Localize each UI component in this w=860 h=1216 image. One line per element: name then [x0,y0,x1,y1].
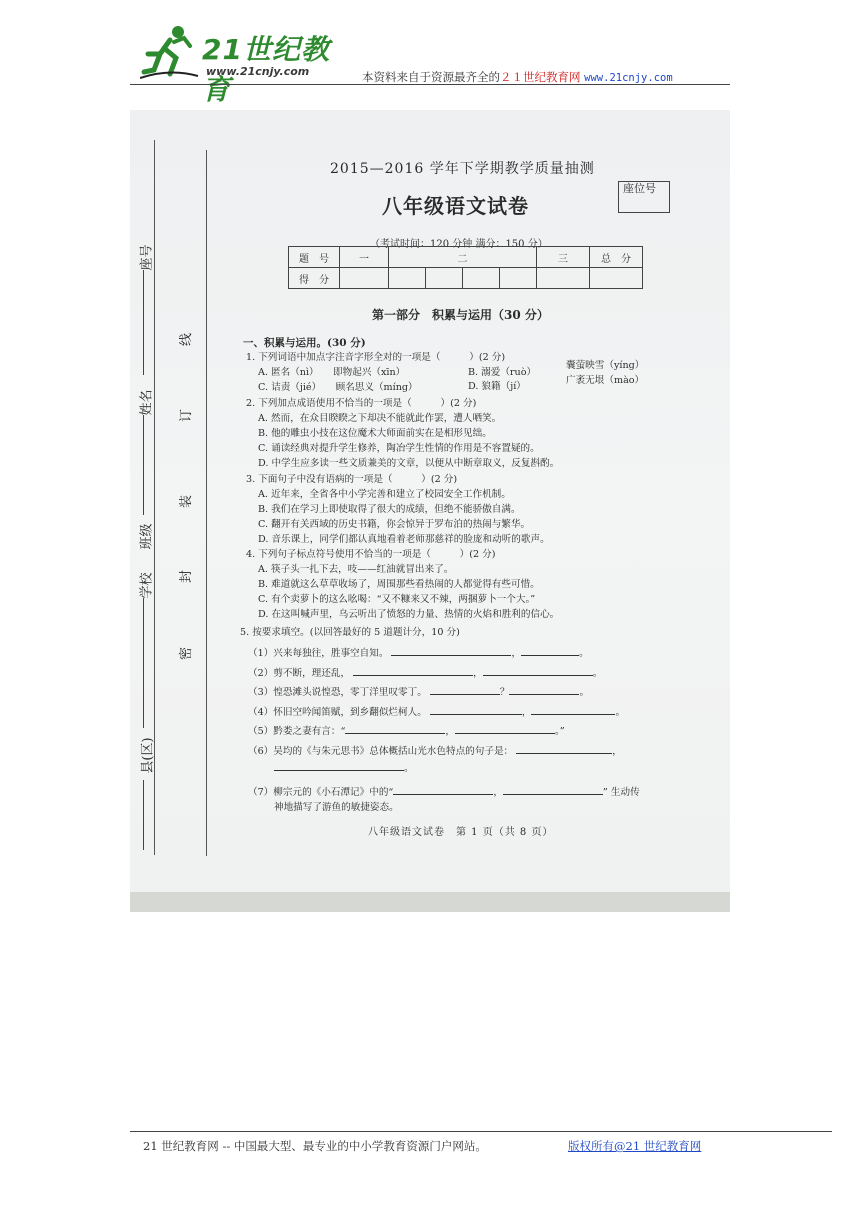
fill-5-7-text: （7）柳宗元的《小石潭记》中的“ [248,787,394,798]
seal-xian: 线 [179,332,195,347]
option-1d: D. 狼籍（jí） [468,381,526,392]
fill-5-7-tail: ” 生动传 [602,787,640,798]
option-3c: C. 翻开有关西域的历史书籍，你会惊异于罗布泊的热闹与繁华。 [258,519,531,530]
fill-5-5: （5）黔娄之妻有言：“ ， 。” [248,723,565,738]
school-label: 学校 [139,572,155,599]
fill-5-3: （3）惶恐滩头说惶恐，零丁洋里叹零丁。 ？ 。 [248,684,589,699]
fill-5-6-text: （6）吴均的《与朱元思书》总体概括山光水色特点的句子是： [248,746,514,757]
exam-paper [130,110,730,892]
county-blank[interactable] [143,780,144,850]
class-blank[interactable] [143,415,144,515]
header-divider [130,84,730,85]
header-note [362,69,673,85]
paper-page-number: 八年级语文试卷 第 1 页（共 8 页） [368,827,554,838]
seal-ding: 订 [179,408,195,423]
fill-5-6-cont: 。 [274,760,414,775]
exam-name: 八年级语文试卷 [382,194,529,218]
answer-blank[interactable] [521,645,579,656]
option-2a: A. 然而，在众目睽睽之下却决不能就此作罢，遭人哂笑。 [258,413,502,424]
question-4: 4. 下列句子标点符号使用不恰当的一项是（ ）(2 分) [246,549,496,560]
option-1d-cont: 广袤无垠（mào） [566,375,645,386]
answer-blank[interactable] [430,684,500,695]
answer-blank[interactable] [503,784,603,795]
score-header-cell: 三 [537,247,590,268]
fill-5-4: （4）怀旧空吟闻笛赋，到乡翻似烂柯人。 ， 。 [248,704,625,719]
logo-text: 21世纪教育 [202,33,330,106]
score-cell[interactable] [537,268,590,289]
score-header-cell: 总 分 [590,247,643,268]
answer-blank[interactable] [531,704,615,715]
option-1a: A. 匿名（nì） 即物起兴（xīn） [258,367,406,378]
question-2: 2. 下列加点成语使用不恰当的一项是（ ）(2 分) [246,398,477,409]
fill-5-7: （7）柳宗元的《小石潭记》中的“ ， ” 生动传 [248,784,640,799]
fill-5-2-text: （2）剪不断，理还乱， [248,668,351,679]
fill-5-5-text: （5）黔娄之妻有言：“ [248,726,346,737]
question-5: 5. 按要求填空。(以回答最好的 5 道题计分，10 分) [240,627,460,638]
answer-blank[interactable] [391,645,511,656]
name-blank[interactable] [143,270,144,375]
score-cell[interactable] [463,268,500,289]
option-1c: C. 诘责（jié） 顾名思义（míng） [258,382,418,393]
option-3a: A. 近年来，全省各中小学完善和建立了校园安全工作机制。 [258,489,511,500]
fill-5-1: （1）兴来每独往，胜事空自知。 ， 。 [248,645,589,660]
score-header-cell: 二 [389,247,537,268]
seal-zhuang: 装 [179,494,195,509]
school-blank[interactable] [143,598,144,728]
name-label: 姓名 [139,389,155,416]
option-4a: A. 筷子头一扎下去，吱——红油就冒出来了。 [258,564,454,575]
page-header [130,22,730,106]
answer-blank[interactable] [393,784,493,795]
fill-5-2: （2）剪不断，理还乱， ， 。 [248,665,602,680]
option-3d: D. 音乐课上，同学们都认真地看着老师那慈祥的脸庞和动听的歌声。 [258,534,550,545]
score-cell[interactable] [389,268,426,289]
answer-blank[interactable] [509,684,579,695]
score-cell[interactable] [500,268,537,289]
fill-5-1-text: （1）兴来每独往，胜事空自知。 [248,648,389,659]
option-4b: B. 难道就这么草草收场了，周围那些看热闹的人都觉得有些可惜。 [258,579,540,590]
runner-icon [140,24,200,82]
question-1: 1. 下列词语中加点字注音字形全对的一项是（ ）(2 分) [246,352,506,363]
option-4c: C. 有个卖萝卜的这么吆喝：“又不糠来又不辣，两捆萝卜一个大。” [258,594,536,605]
fill-5-7-cont: 神地描写了游鱼的敏捷姿态。 [274,802,399,813]
score-table-header-row [289,247,643,268]
site-logo[interactable] [140,24,340,106]
exam-title: 2015—2016 学年下学期教学质量抽测 [330,161,595,177]
option-2c: C. 诵读经典对提升学生修养，陶冶学生性情的作用是不容置疑的。 [258,443,540,454]
option-4d: D. 在这叫喊声里，乌云听出了愤怒的力量、热情的火焰和胜利的信心。 [258,609,560,620]
seal-mi: 密 [179,646,195,661]
answer-blank[interactable] [345,723,445,734]
header-brand-link[interactable]: ２１世纪教育网 [500,70,581,84]
answer-blank[interactable] [430,704,522,715]
fill-5-4-text: （4）怀旧空吟闻笛赋，到乡翻似烂柯人。 [248,707,427,718]
score-header-cell: 题 号 [289,247,340,268]
answer-blank[interactable] [455,723,555,734]
answer-blank[interactable] [274,760,404,771]
part-one-title: 第一部分 积累与运用（30 分） [372,308,549,322]
score-table [288,246,643,289]
fill-5-3-text: （3）惶恐滩头说惶恐，零丁洋里叹零丁。 [248,687,427,698]
option-2b: B. 他的雕虫小技在这位魔术大师面前实在是相形见绌。 [258,428,492,439]
seat-number-label: 座号 [139,244,155,271]
fill-5-6: （6）吴均的《与朱元思书》总体概括山光水色特点的句子是： ， [248,743,622,758]
footer-text: 21 世纪教育网 -- 中国最大型、最专业的中小学教育资源门户网站。 [143,1139,487,1153]
score-table-score-row [289,268,643,289]
seal-feng: 封 [179,569,195,584]
header-url-link[interactable]: www.21cnjy.com [584,72,673,84]
exam-info: （考试时间：120 分钟 满分：150 分） [370,239,548,250]
score-cell[interactable] [340,268,389,289]
score-row-label: 得 分 [289,268,340,289]
seat-box-label: 座位号 [623,182,656,195]
margin-line-inner [206,150,207,856]
footer-copyright-link[interactable]: 版权所有@21 世纪教育网 [568,1139,702,1153]
exam-photo [130,110,730,912]
seat-number-box[interactable] [618,181,670,213]
score-header-cell: 一 [340,247,389,268]
score-cell[interactable] [426,268,463,289]
answer-blank[interactable] [483,665,593,676]
option-3b: B. 我们在学习上即使取得了很大的成绩，但绝不能骄傲自满。 [258,504,521,515]
answer-blank[interactable] [353,665,473,676]
logo-url: www.21cnjy.com [206,65,310,78]
option-1b-cont: 囊萤映雪（yíng） [566,360,645,371]
score-cell[interactable] [590,268,643,289]
class-label: 班级 [139,523,155,550]
header-note-prefix: 本资料来自于资源最齐全的 [362,70,500,84]
footer-divider [130,1131,832,1132]
option-1b: B. 溺爱（ruò） [468,367,537,378]
answer-blank[interactable] [516,743,612,754]
county-label: 县(区) [140,737,156,774]
section-heading: 一、积累与运用。(30 分) [243,337,366,349]
option-2d: D. 中学生应多读一些文质兼美的文章，以便从中断章取义，反复斟酌。 [258,458,560,469]
question-3: 3. 下面句子中没有语病的一项是（ ）(2 分) [246,474,458,485]
